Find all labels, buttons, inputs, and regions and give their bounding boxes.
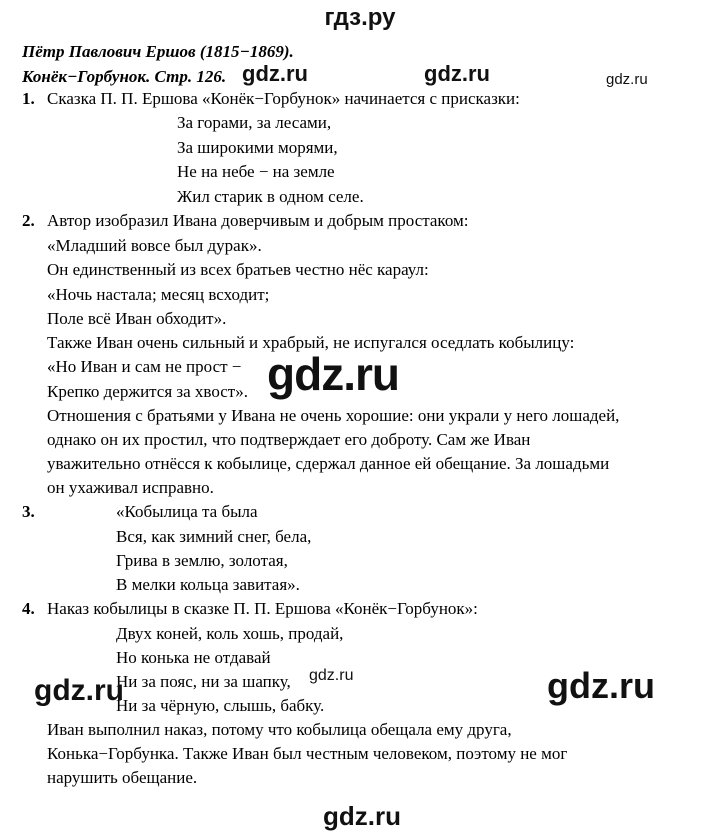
answer-2-line: Поле всё Иван обходит». [47,309,227,328]
answer-1-intro: Сказка П. П. Ершова «Конёк−Горбунок» начинается с присказки: [47,89,520,108]
verse-line: Двух коней, коль хошь, продай, [116,624,344,643]
answer-2-line: он ухаживал исправно. [47,478,214,497]
verse-line: Не на небе − на земле [177,162,335,181]
answer-4-conclusion: Иван выполнил наказ, потому что кобылица обещала ему друга, [47,720,512,739]
answer-2-line: Автор изобразил Ивана доверчивым и добрым простаком: [47,211,469,230]
answer-2-line: Он единственный из всех братьев честно нёс караул: [47,260,429,279]
watermark: gdz.ru [547,665,655,706]
watermark: gdz.ru [424,61,490,86]
watermark: gdz.ru [267,348,399,400]
verse-line: За широкими морями, [177,138,338,157]
verse-line: Жил старик в одном селе. [177,187,364,206]
answer-1-number: 1. [22,89,35,108]
watermark: gdz.ru [34,674,124,707]
answer-2-line: «Ночь настала; месяц всходит; [47,285,270,304]
answer-4-number: 4. [22,599,35,618]
answer-2-line: «Младший вовсе был дурак». [47,236,262,255]
answer-4-conclusion: нарушить обещание. [47,768,198,787]
watermark: gdz.ru [242,61,308,86]
answer-2-line: Крепко держится за хвост». [47,382,248,401]
answer-2-line: Также Иван очень сильный и храбрый, не испугался оседлать кобылицу: [47,333,575,352]
verse-line: «Кобылица та была [116,502,258,521]
watermark: gdz.ru [309,667,354,684]
answer-2-line: «Но Иван и сам не прост − [47,357,242,376]
verse-line: Но конька не отдавай [116,648,271,667]
answer-2-line: Отношения с братьями у Ивана не очень хорошие: они украли у него лошадей, [47,406,620,425]
verse-line: Ни за чёрную, слышь, бабку. [116,696,325,715]
answer-3-number: 3. [22,502,35,521]
answer-4-conclusion: Конька−Горбунка. Также Иван был честным человеком, поэтому не мог [47,744,568,763]
watermark: gdz.ru [323,801,401,831]
verse-line: Вся, как зимний снег, бела, [116,527,312,546]
author-heading: Пётр Павлович Ершов (1815−1869). [22,42,294,61]
work-heading: Конёк−Горбунок. Стр. 126. [22,67,227,86]
verse-line: Ни за пояс, ни за шапку, [116,672,291,691]
answer-4-intro: Наказ кобылицы в сказке П. П. Ершова «Конёк−Горбунок»: [47,599,478,618]
site-title: гдз.ру [324,4,396,31]
verse-line: В мелки кольца завитая». [116,575,300,594]
answer-2-line: однако он их простил, что подтверждает его доброту. Сам же Иван [47,430,531,449]
answer-2-number: 2. [22,211,35,230]
answer-2-line: уважительно отнёсся к кобылице, сдержал данное ей обещание. За лошадьми [47,454,610,473]
verse-line: Грива в землю, золотая, [116,551,288,570]
verse-line: За горами, за лесами, [177,113,332,132]
watermark: gdz.ru [606,71,648,88]
